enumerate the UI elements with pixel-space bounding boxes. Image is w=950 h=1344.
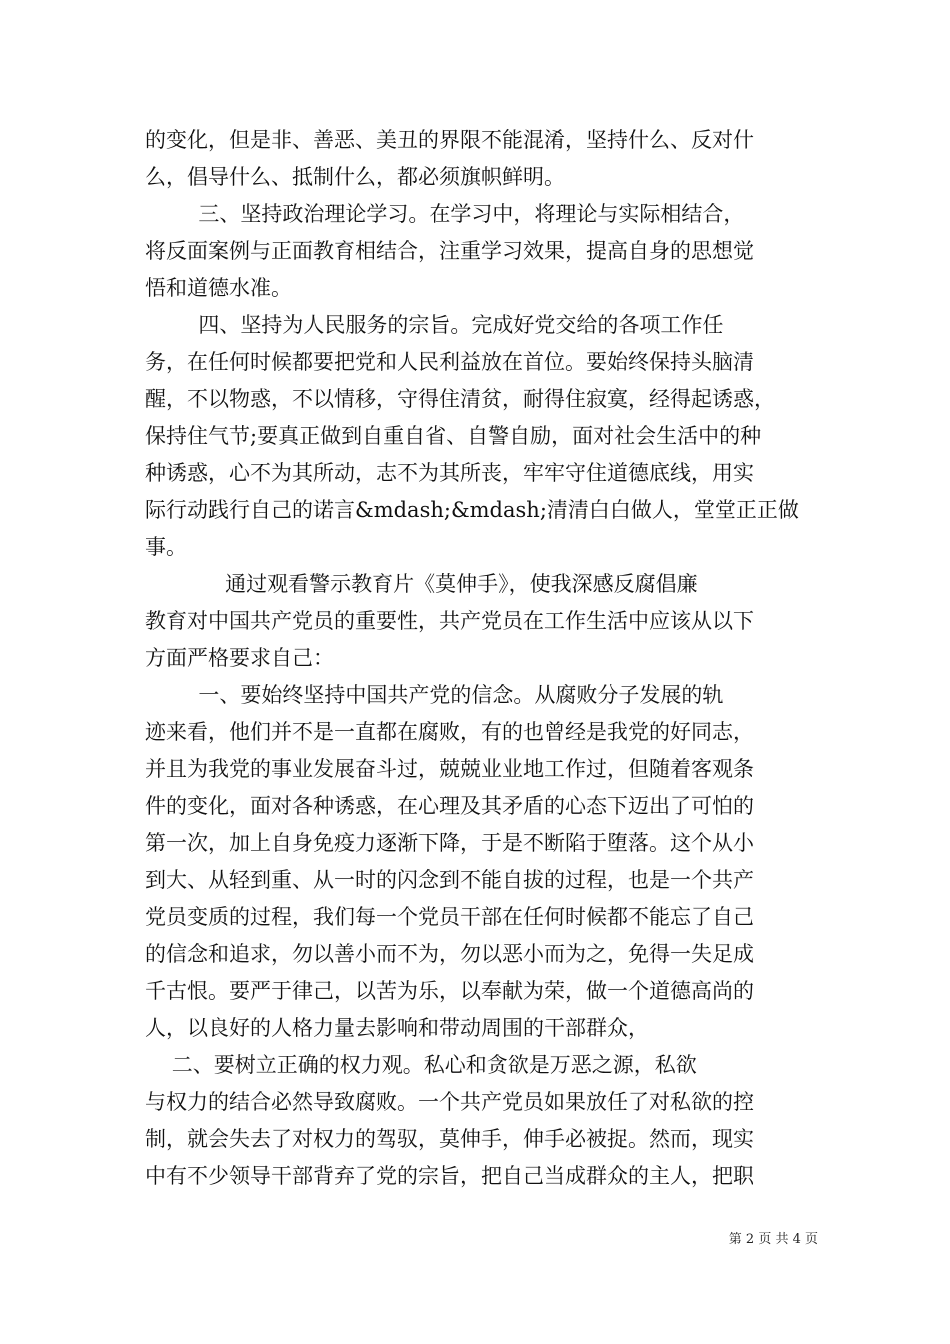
text-line: 方面严格要求自己： <box>145 646 334 670</box>
text-line: 四、坚持为人民服务的宗旨。完成好党交给的各项工作任 <box>145 313 724 337</box>
page-number-footer: 第 2 页 共 4 页 <box>728 1232 818 1247</box>
text-line: 际行动践行自己的诺言&mdash;&mdash;清清白白做人，堂堂正正做 <box>145 498 799 522</box>
text-line: 悟和道德水准。 <box>145 276 292 300</box>
text-line: 件的变化，面对各种诱惑，在心理及其矛盾的心态下迈出了可怕的 <box>145 794 754 818</box>
text-line: 教育对中国共产党员的重要性，共产党员在工作生活中应该从以下 <box>145 609 754 633</box>
text-line: 人，以良好的人格力量去影响和带动周围的干部群众， <box>145 1016 649 1040</box>
text-line: 么，倡导什么、抵制什么，都必须旗帜鲜明。 <box>145 165 565 189</box>
text-line: 并且为我党的事业发展奋斗过，兢兢业业地工作过，但随着客观条 <box>145 757 754 781</box>
text-line: 中有不少领导干部背弃了党的宗旨，把自己当成群众的主人，把职 <box>145 1164 754 1188</box>
text-line: 将反面案例与正面教育相结合，注重学习效果，提高自身的思想觉 <box>145 239 754 263</box>
text-line: 到大、从轻到重、从一时的闪念到不能自拔的过程，也是一个共产 <box>145 868 754 892</box>
text-line: 种诱惑，心不为其所动，志不为其所丧，牢牢守住道德底线，用实 <box>145 461 754 485</box>
text-line: 迹来看，他们并不是一直都在腐败，有的也曾经是我党的好同志， <box>145 720 754 744</box>
text-line: 第一次，加上自身免疫力逐渐下降，于是不断陷于堕落。这个从小 <box>145 831 754 855</box>
text-line: 保持住气节;要真正做到自重自省、自警自励，面对社会生活中的种 <box>145 424 762 448</box>
text-line: 事。 <box>145 535 187 559</box>
text-line: 务，在任何时候都要把党和人民利益放在首位。要始终保持头脑清 <box>145 350 754 374</box>
text-line: 的变化，但是非、善恶、美丑的界限不能混淆，坚持什么、反对什 <box>145 128 754 152</box>
text-line: 制，就会失去了对权力的驾驭，莫伸手，伸手必被捉。然而，现实 <box>145 1127 754 1151</box>
text-line: 二、要树立正确的权力观。私心和贪欲是万恶之源，私欲 <box>145 1053 697 1077</box>
text-line: 千古恨。要严于律己，以苦为乐，以奉献为荣，做一个道德高尚的 <box>145 979 754 1003</box>
text-line: 与权力的结合必然导致腐败。一个共产党员如果放任了对私欲的控 <box>145 1090 754 1114</box>
text-line: 通过观看警示教育片《莫伸手》，使我深感反腐倡廉 <box>145 572 698 596</box>
text-line: 三、坚持政治理论学习。在学习中，将理论与实际相结合， <box>145 202 745 226</box>
text-line: 一、要始终坚持中国共产党的信念。从腐败分子发展的轨 <box>145 683 724 707</box>
text-line: 党员变质的过程，我们每一个党员干部在任何时候都不能忘了自己 <box>145 905 754 929</box>
text-line: 醒，不以物惑，不以情移，守得住清贫，耐得住寂寞，经得起诱惑， <box>145 387 775 411</box>
text-line: 的信念和追求，勿以善小而不为，勿以恶小而为之，免得一失足成 <box>145 942 754 966</box>
